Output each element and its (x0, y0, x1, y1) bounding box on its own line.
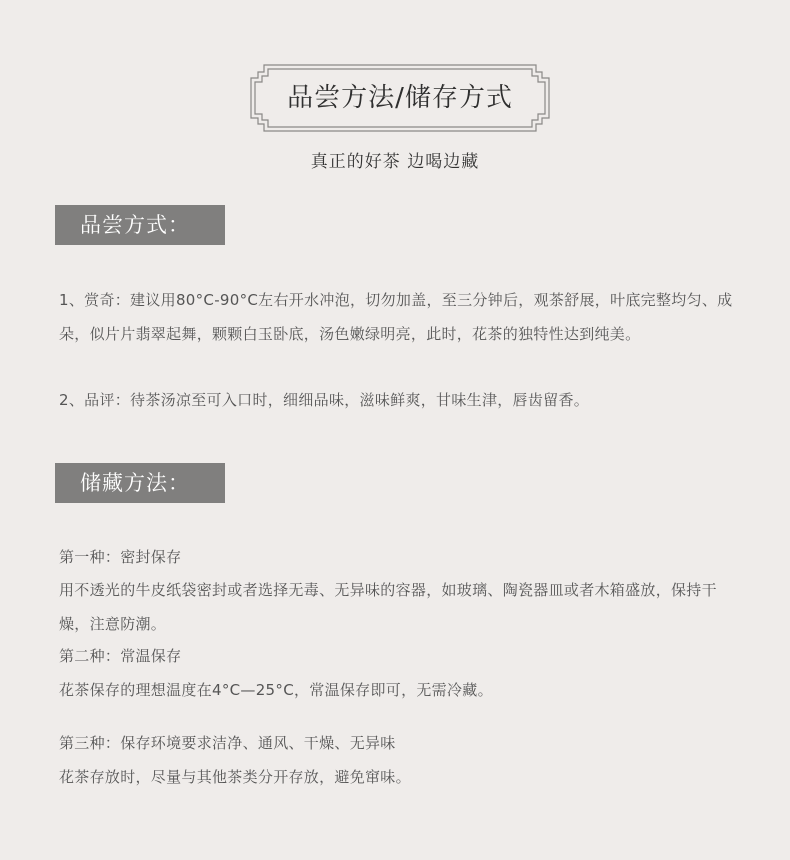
storage-method-2-title: 第二种：常温保存 (59, 647, 182, 665)
section-header-storage: 储藏方法： (55, 463, 225, 503)
storage-method-2-text: 花茶保存的理想温度在4°C—25°C，常温保存即可，无需冷藏。 (59, 681, 493, 699)
storage-method-3-text: 花茶存放时，尽量与其他茶类分开存放，避免窜味。 (59, 768, 411, 786)
storage-method-1-text: 用不透光的牛皮纸袋密封或者选择无毒、无异味的容器，如玻璃、陶瓷器皿或者木箱盛放，保持干燥，注意防潮。 (59, 581, 717, 633)
tasting-item-2: 2、品评：待茶汤凉至可入口时，细细品味，滋味鲜爽，甘味生津，唇齿留香。 (59, 391, 590, 409)
page-subtitle: 真正的好茶 边喝边藏 (310, 152, 480, 172)
storage-method-1-title: 第一种：密封保存 (59, 548, 182, 566)
page-title: 品尝方法/储存方式 (287, 83, 513, 113)
storage-method-3-title: 第三种：保存环境要求洁净、通风、干燥、无异味 (59, 734, 396, 752)
title-frame (250, 64, 550, 132)
section-header-tasting: 品尝方式： (55, 205, 225, 245)
tasting-item-1: 1、赏奇：建议用80°C-90°C左右开水冲泡，切勿加盖，至三分钟后，观茶舒展，叶底完整均匀、成朵，似片片翡翠起舞，颗颗白玉卧底，汤色嫩绿明亮，此时，花茶的独特性达到纯美。 (59, 291, 733, 343)
